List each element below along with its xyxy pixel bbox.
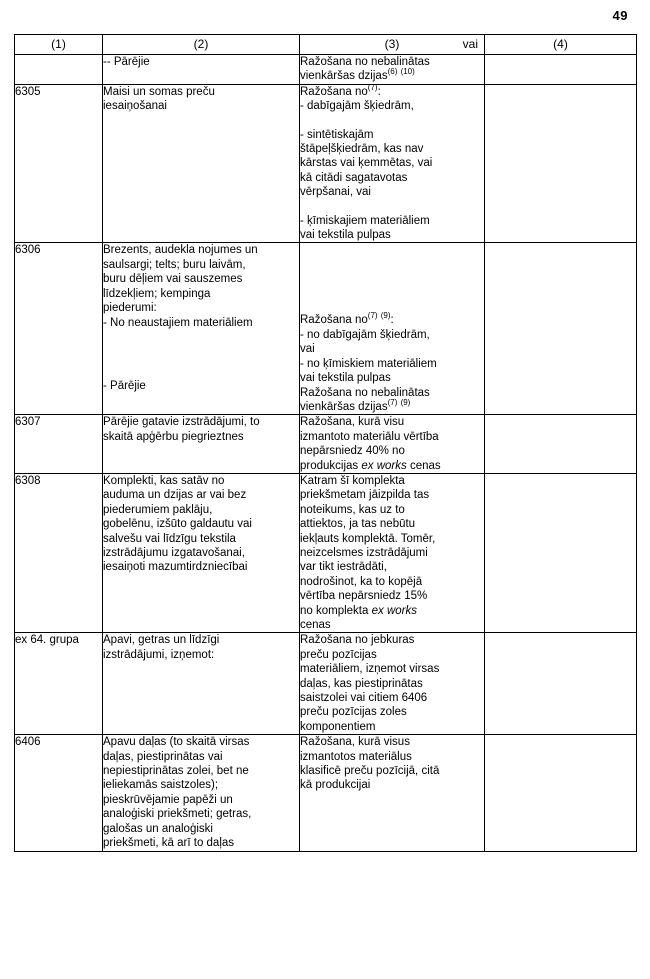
rule-line: Katram šī komplekta (300, 474, 405, 487)
line-gap (300, 285, 484, 299)
line-gap (300, 271, 484, 285)
desc-line: salvešu vai līdzīgu tekstila (103, 532, 236, 545)
row-description (103, 735, 300, 851)
desc-line: - No neaustajiem materiāliem (103, 316, 253, 329)
rule-line: daļas, kas piestiprinātas (300, 677, 423, 690)
row-col4 (485, 243, 637, 415)
line-gap (103, 372, 299, 379)
desc-line: analoģiski priekšmeti; getras, (103, 808, 252, 821)
rule-line: vai (300, 343, 315, 356)
desc-line: priekšmeti, kā arī to daļas (103, 837, 235, 850)
desc-line: skaitā apģērbu piegrieztnes (103, 430, 244, 443)
desc-line: gobelēnu, izšūto galdautu vai (103, 518, 252, 531)
rule-line: var tikt iestrādāti, (300, 561, 387, 574)
desc-line: Apavu daļas (to skaitā virsas (103, 736, 250, 749)
row-col4 (485, 473, 637, 632)
desc-line: auduma un dzijas ar vai bez (103, 489, 247, 502)
row-code: ex 64. grupa (15, 633, 103, 735)
rule-line: priekšmetam jāizpilda tas (300, 489, 430, 502)
rule-line: - sintētiskajām (300, 128, 374, 141)
row-code: 6307 (15, 415, 103, 474)
table-row (15, 84, 637, 243)
table-row (15, 735, 637, 851)
desc-line: izstrādājumi, izņemot: (103, 648, 215, 661)
rule-line: noteikums, kas uz to (300, 503, 405, 516)
rule-line: kā citādi sagatavotas (300, 171, 408, 184)
row-rule (300, 473, 485, 632)
rule-line: cenas (300, 619, 331, 631)
row-description (103, 473, 300, 632)
line-gap (300, 257, 484, 271)
header-col-2: (2) (103, 35, 300, 55)
rule-line: Ražošana, kurā visu (300, 416, 405, 429)
desc-line: iesaiņoti mazumtirdzniecībai (103, 561, 248, 574)
desc-line: izstrādājumu izgatavošanai, (103, 546, 245, 559)
rule-line: nodrošinot, ka to kopējā (300, 575, 423, 588)
row-code: 6308 (15, 473, 103, 632)
rule-line: kārstas vai ķemmētas, vai (300, 157, 433, 170)
row-code (15, 55, 103, 85)
rule-line: preču pozīcijas (300, 648, 377, 661)
rule-line: izmantotos materiālus (300, 750, 412, 763)
table-header-row (15, 35, 637, 55)
row-description (103, 55, 300, 85)
row-rule (300, 243, 485, 415)
rules-of-origin-table (14, 34, 637, 852)
row-description (103, 243, 300, 415)
rule-line: štāpeļšķiedrām, kas nav (300, 143, 424, 156)
rule-line: vērtība nepārsniedz 15% (300, 590, 428, 603)
row-rule (300, 415, 485, 474)
rule-line: Ražošana $no^{(7)}$ $^{(9)}$: (300, 311, 394, 327)
rule-line: nepārsniedz 40% no (300, 445, 405, 458)
rule-line: Ražošana no nebalinātas (300, 386, 430, 399)
rule-line: - dabīgajām šķiedrām, (300, 100, 414, 113)
rule-line: Ražošana no jebkuras (300, 634, 415, 647)
rule-line: iekļauts komplektā. Tomēr, (300, 532, 436, 545)
rule-line: vienkāršas dzijas$^{(7)}$ $^{(9)}$ (300, 398, 411, 413)
desc-line: Pārējie gatavie izstrādājumi, to (103, 416, 260, 429)
row-code: 6305 (15, 84, 103, 243)
desc-line: līdzekļiem; kempinga (103, 287, 211, 300)
row-col4 (485, 633, 637, 735)
table-row (15, 633, 637, 735)
row-rule (300, 55, 485, 85)
desc-line: nepiestiprinātas zolei, bet ne (103, 765, 249, 778)
rule-line: - ķīmiskajiem materiāliem (300, 214, 430, 227)
line-gap (300, 243, 484, 257)
row-description (103, 633, 300, 735)
desc-line: pieskrūvējamie papēži un (103, 793, 233, 806)
rule-line: neizcelsmes izstrādājumi (300, 546, 428, 559)
table-row (15, 55, 637, 85)
line-gap (103, 330, 299, 344)
rule-line: Ražošana no nebalinātas (300, 56, 430, 68)
desc-line: daļas, piestiprinātas vai (103, 750, 223, 763)
page-number: 49 (612, 8, 628, 23)
row-description (103, 415, 300, 474)
desc-line: - Pārējie (103, 379, 146, 392)
line-gap (300, 114, 484, 128)
rule-line: vai tekstila pulpas (300, 372, 391, 385)
rule-line: kā produkcijai (300, 779, 371, 792)
line-gap (103, 358, 299, 372)
desc-line: iesaiņošanai (103, 100, 167, 113)
desc-line: piederumi: (103, 302, 157, 315)
rule-line: preču pozīcijas zoles (300, 706, 407, 719)
table-row (15, 473, 637, 632)
desc-line: Brezents, audekla nojumes un (103, 244, 258, 257)
desc-line: Apavi, getras un līdzīgi (103, 634, 220, 647)
header-col-1: (1) (15, 35, 103, 55)
desc-line: Komplekti, kas satāv no (103, 474, 225, 487)
row-col4 (485, 415, 637, 474)
rule-line: saistzolei vai citiem 6406 (300, 692, 428, 705)
rule-line: produkcijas ex works cenas (300, 459, 441, 472)
rule-line: klasificē preču pozīcijā, citā (300, 765, 440, 778)
row-rule (300, 735, 485, 851)
desc-line: ieliekamās saistzoles); (103, 779, 219, 792)
rule-line: attiektos, ja tas nebūtu (300, 518, 416, 531)
rule-line: - no ķīmiskiem materiāliem (300, 357, 437, 370)
rule-line: Ražošana $no^{(7)}$: (300, 82, 381, 98)
table-row (15, 415, 637, 474)
desc-line: saulsargi; telts; buru laivām, (103, 258, 246, 271)
rule-line: - no dabīgajām šķiedrām, (300, 328, 430, 341)
table-row (15, 243, 637, 415)
desc-line: -- Pārējie (103, 56, 150, 68)
desc-line: galošas un analoģiski (103, 822, 213, 835)
header-col-3-vai: vai (462, 37, 478, 51)
row-col4 (485, 84, 637, 243)
rule-line: materiāliem, izņemot virsas (300, 663, 440, 676)
row-description (103, 84, 300, 243)
header-col-4: (4) (485, 35, 637, 55)
desc-line: piederumiem paklāju, (103, 503, 213, 516)
desc-line: Maisi un somas preču (103, 85, 215, 98)
rule-line: no komplekta ex works (300, 604, 417, 617)
header-col-3 (300, 35, 485, 55)
desc-line: buru dēļiem vai sauszemes (103, 273, 243, 286)
rule-line: vai tekstila pulpas (300, 229, 391, 242)
row-col4 (485, 55, 637, 85)
rule-line: komponentiem (300, 720, 376, 733)
rule-line: vienkāršas dzijas$^{(6)}$ $^{(10)}$ (300, 67, 415, 83)
row-col4 (485, 735, 637, 851)
line-gap (103, 344, 299, 358)
rule-line: vērpšanai, vai (300, 186, 371, 199)
row-code: 6406 (15, 735, 103, 851)
line-gap (300, 200, 484, 214)
header-col-3-label: (3) (384, 37, 400, 51)
row-code: 6306 (15, 243, 103, 415)
row-rule (300, 633, 485, 735)
line-gap (300, 299, 484, 313)
row-rule (300, 84, 485, 243)
rule-line: Ražošana, kurā visus (300, 736, 410, 749)
rule-line: izmantoto materiālu vērtība (300, 430, 439, 443)
